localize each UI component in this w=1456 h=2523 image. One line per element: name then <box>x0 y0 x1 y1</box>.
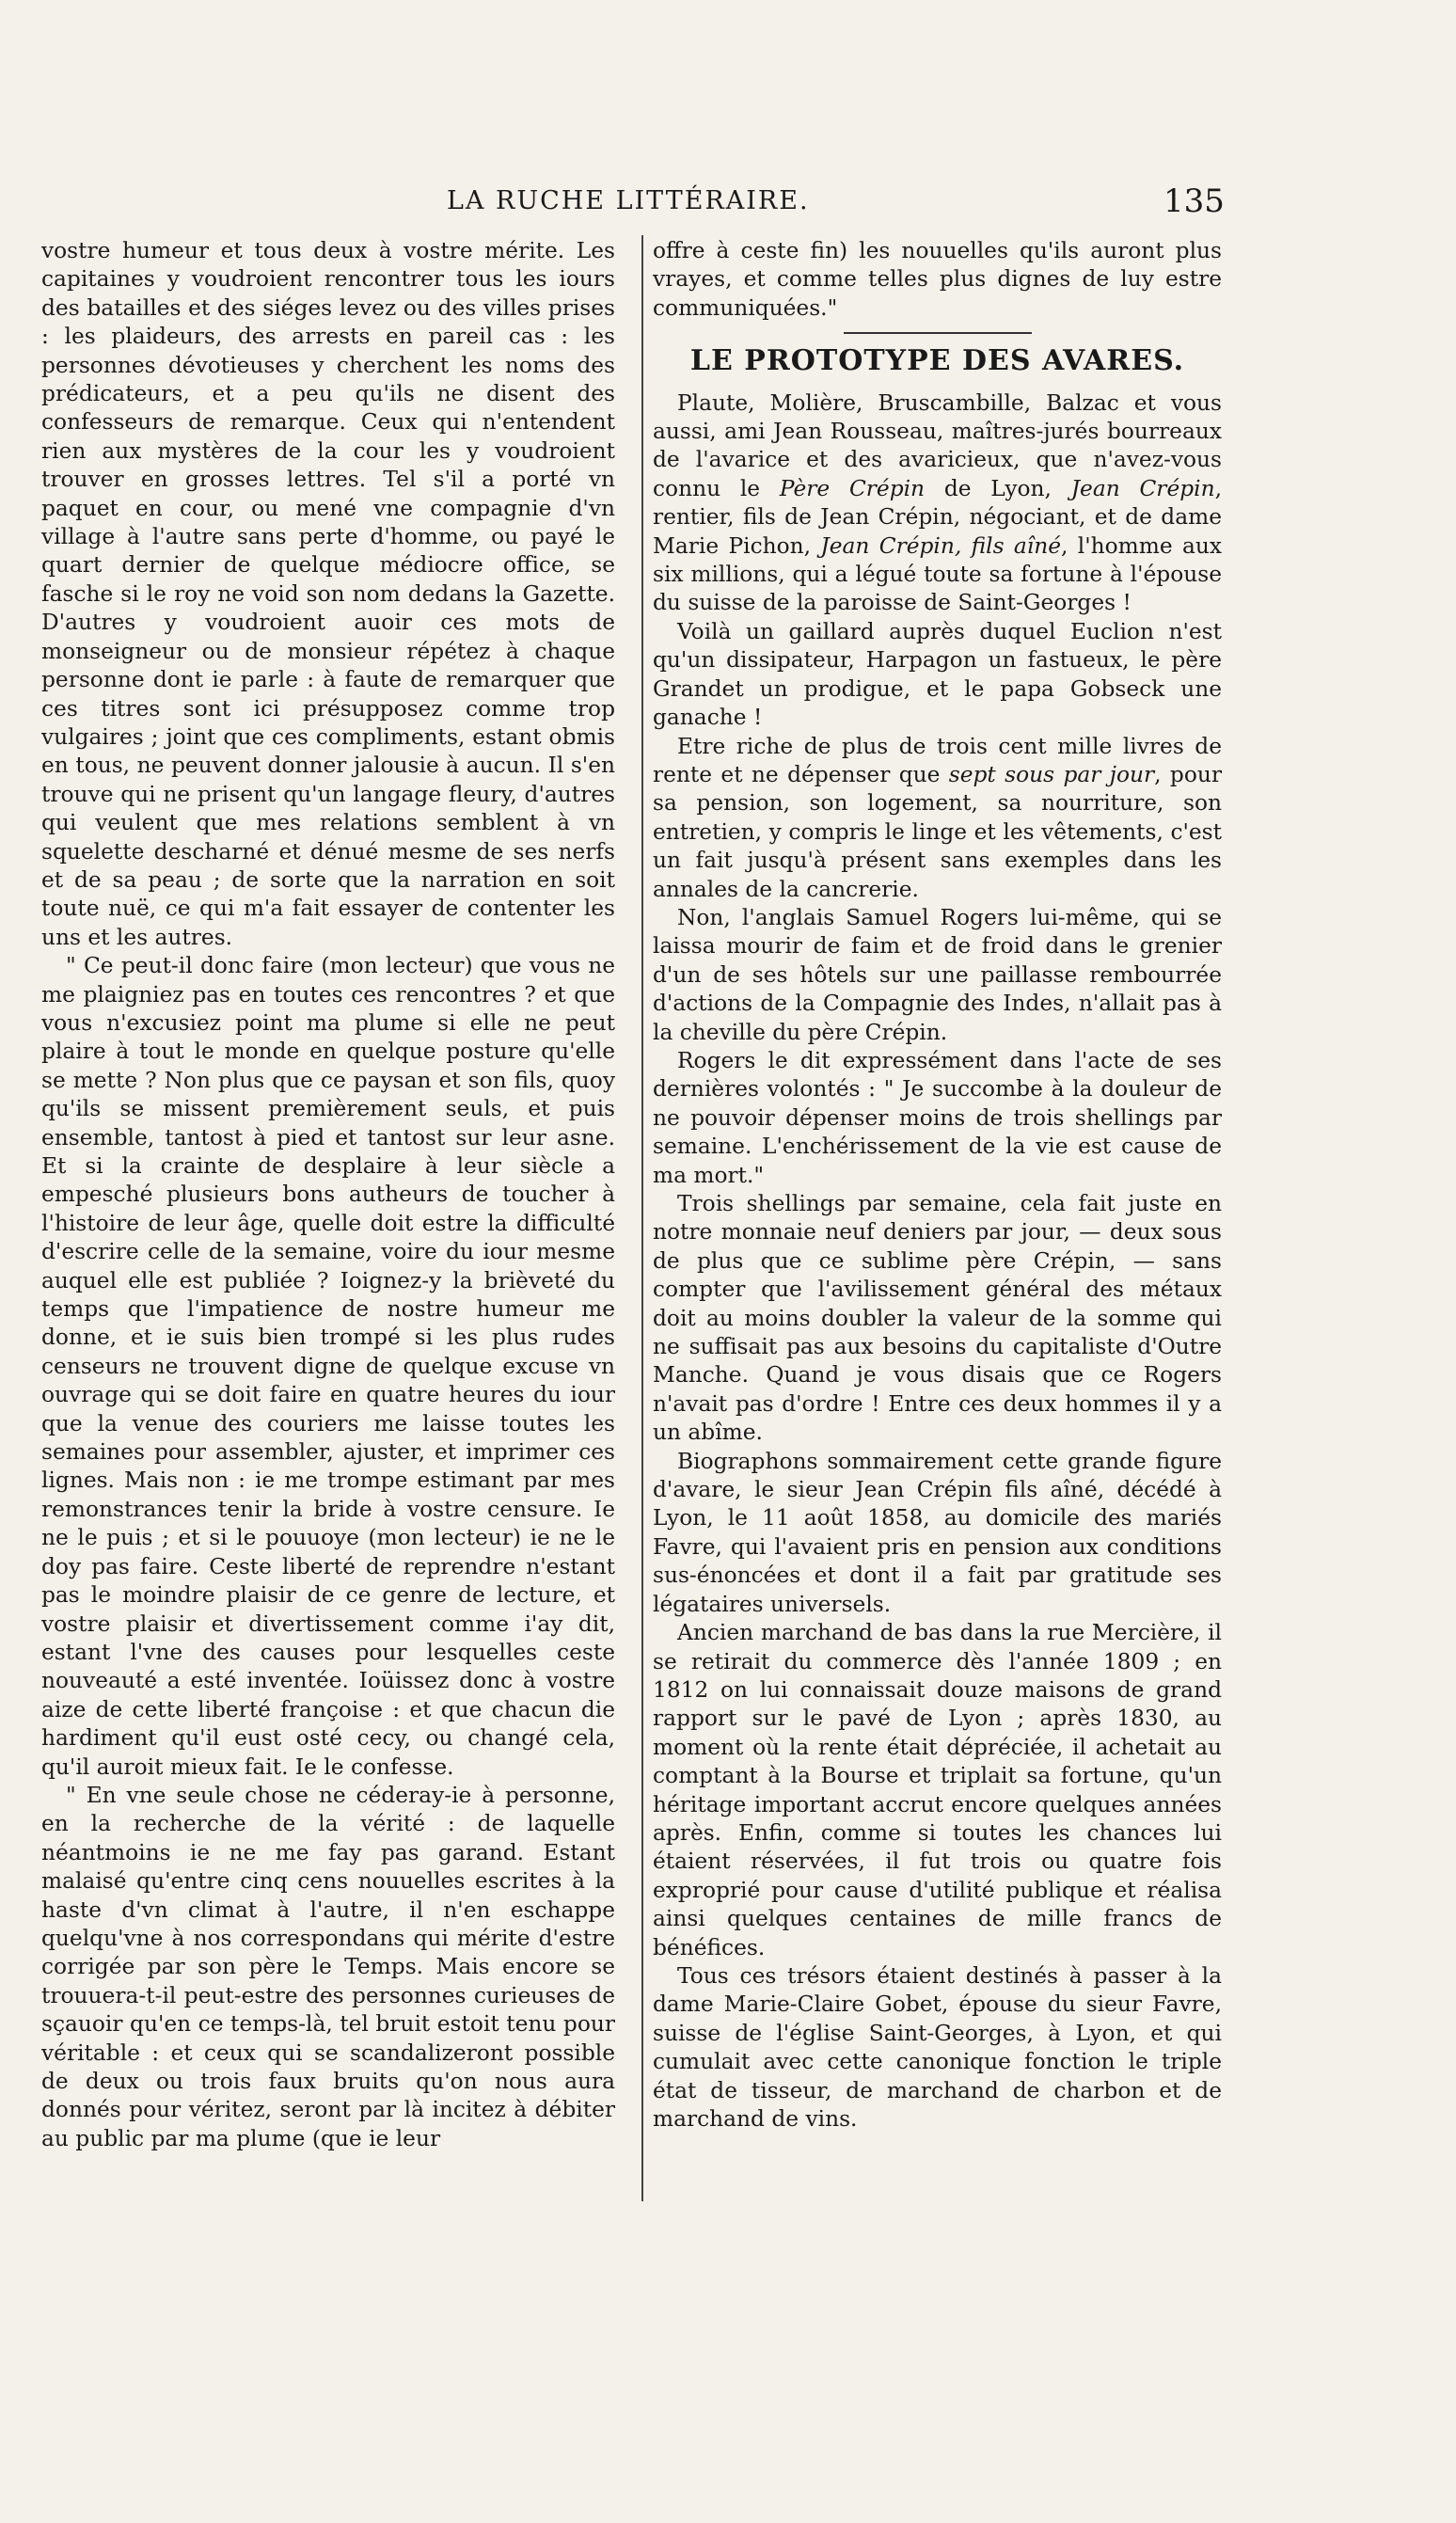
page-header <box>0 182 1456 224</box>
paragraph-text: Biographons sommairement cette grande figure d'avare, le sieur Jean Crépin fils aîné, décédé à Lyon, le 11 août 1858, au domicile des mariés Favre, qui l'avaient pris en pension aux conditions sus-énoncées et dont il a fait par gratitude ses légataires universels. <box>653 1448 1222 1617</box>
section-divider <box>844 332 1032 334</box>
italic-text: Jean Crépin <box>1070 475 1215 501</box>
paragraph-text: Voilà un gaillard auprès duquel Euclion n'est qu'un dissipateur, Harpagon un fastueux, le père Grandet un prodigue, et le papa Gobseck une ganache ! <box>653 618 1222 731</box>
paragraph-text: , pour sa pension, son logement, sa nourriture, son entretien, y compris le linge et les vêtements, c'est un fait jusqu'à présent sans exemples dans les annales de la cancrerie. <box>653 761 1222 902</box>
intro-paragraph: offre à ceste fin) les nouuelles qu'ils auront plus vrayes, et comme telles plus dignes de luy estre communiquées." <box>653 238 1222 321</box>
paragraph-text: Ancien marchand de bas dans la rue Mercière, il se retirait du commerce dès l'année 1809 ; en 1812 on lui connaissait douze maisons de grand rapport sur le pavé de Lyon ; après 1830, au moment où la rente était dépréciée, il achetait au comptant à la Bourse et triplait sa fortune, qu'un héritage important accrut encore quelques années après. Enfin, comme si toutes les chances lui étaient réservées, il fut trois ou quatre fois exproprié pour cause d'utilité publique et réalisa ainsi quelques centaines de mille francs de bénéfices. <box>653 1620 1222 1960</box>
paragraph-text: Plaute, Molière, Bruscambille, Balzac et vous aussi, ami Jean Rousseau, maîtres-jurés bourreaux de l'avarice et des avaricieux, que n'avez-vous connu le <box>653 389 1222 501</box>
paragraph-text: de Lyon, <box>925 475 1071 501</box>
left-column <box>41 237 615 2153</box>
article-paragraph <box>653 389 1222 618</box>
paragraph-text: Trois shellings par semaine, cela fait juste en notre monnaie neuf deniers par jour, — deux sous de plus que ce sublime père Crépin, — sans compter que l'avilissement général des métaux doit au moins doubler la valeur de la somme qui ne suffisait pas aux besoins du capitaliste d'Outre Manche. Quand je vous disais que ce Rogers n'avait pas d'ordre ! Entre ces deux hommes il y a un abîme. <box>653 1191 1222 1446</box>
italic-text: Jean Crépin, fils aîné <box>820 532 1062 559</box>
italic-text: Père Crépin <box>779 475 926 501</box>
running-title: LA RUCHE LITTÉRAIRE. <box>447 186 810 215</box>
left-paragraph: vostre humeur et tous deux à vostre mérite. Les capitaines y voudroient rencontrer tous les iours des batailles et des siéges levez ou des villes prises : les plaideurs, des arrests en pareil cas : les personnes dévotieuses y cherchent les noms des prédicateurs, et a peu qu'ils ne disent des confesseurs de remarque. Ceux qui n'entendent rien aux mystères de la cour les y voudroient trouver en grosses lettres. Tel s'il a porté vn paquet en cour, ou mené vne compagnie d'vn village à l'autre sans perte d'homme, ou payé le quart dernier de quelque médiocre office, se fasche si le roy ne void son nom dedans la Gazette. D'autres y voudroient auoir ces mots de monseigneur ou de monsieur répétez à chaque personne dont ie parle : à faute de remarquer que ces titres sont ici présupposez comme trop vulgaires ; joint que ces compliments, estant obmis en tous, ne peuvent donner jalousie à aucun. Il s'en trouve qui ne prisent qu'un langage fleury, d'autres qui veulent que mes relations semblent à vn squelette descharné et dénué mesme de ses nerfs et de sa peau ; de sorte que la narration en soit toute nuë, ce qui m'a fait essayer de contenter les uns et les autres. <box>41 238 615 950</box>
article-paragraph <box>653 733 1222 904</box>
paragraph-text: Non, l'anglais Samuel Rogers lui-même, qui se laissa mourir de faim et de froid dans le grenier d'un de ses hôtels sur une paillasse rembourrée d'actions de la Compagnie des Indes, n'allait pas à la cheville du père Crépin. <box>653 904 1222 1045</box>
left-paragraph: " En vne seule chose ne céderay-ie à personne, en la recherche de la vérité : de laquelle néantmoins ie ne me fay pas garand. Estant malaisé qu'entre cinq cens nouuelles escrites à la haste d'vn climat à l'autre, il n'en eschappe quelqu'vne à nos correspondans qui mérite d'estre corrigée par son père le Temps. Mais encore se trouuera-t-il peut-estre des personnes curieuses de sçauoir qu'en ce temps-là, tel bruit estoit tenu pour véritable : et ceux qui se scandalizeront possible de deux ou trois faux bruits qu'on nous aura donnés pour véritez, seront par là incitez à débiter au public par ma plume (que ie leur <box>41 1782 615 2151</box>
article-paragraph <box>653 618 1222 733</box>
paragraph-text: , l'homme aux six millions, qui a légué toute sa fortune à l'épouse du suisse de la paroisse de Saint-Georges ! <box>653 532 1222 616</box>
page-number: 135 <box>1163 182 1225 220</box>
paragraph-text: , rentier, fils de Jean Crépin, négociant, et de dame Marie Pichon, <box>653 475 1223 559</box>
paragraph-text: Tous ces trésors étaient destinés à passer à la dame Marie-Claire Gobet, épouse du sieur Favre, suisse de l'église Saint-Georges, à Lyon, et qui cumulait avec cette canonique fonction le triple état de tisseur, de marchand de charbon et de marchand de vins. <box>653 1962 1222 2132</box>
left-paragraph: " Ce peut-il donc faire (mon lecteur) que vous ne me plaigniez pas en toutes ces rencontres ? et que vous n'excusiez point ma plume si elle ne peut plaire à tout le monde en quelque posture qu'elle se mette ? Non plus que ce paysan et son fils, quoy qu'ils se missent premièrement seuls, et puis ensemble, tantost à pied et tantost sur leur asne. Et si la crainte de desplaire à leur siècle a empesché plusieurs bons autheurs de toucher à l'histoire de leur âge, quelle doit estre la difficulté d'escrire celle de la semaine, voire du iour mesme auquel elle est publiée ? Ioignez-y la brièveté du temps que l'impatience de nostre humeur me donne, et ie suis bien trompé si les plus rudes censeurs ne trouvent digne de quelque excuse vn ouvrage qui se doit faire en quatre heures du iour que la venue des couriers me laisse toutes les semaines pour assembler, ajuster, et imprimer ces lignes. Mais non : ie me trompe estimant par mes remonstrances tenir la bride à vostre censure. Ie ne le puis ; et si le pouuoye (mon lecteur) ie ne le doy pas faire. Ceste liberté de reprendre n'estant pas le moindre plaisir de ce genre de lecture, et vostre plaisir et divertissement comme i'ay dit, estant l'vne des causes pour lesquelles ceste nouveauté a esté inventée. Ioüissez donc à vostre aize de cette liberté françoise : et que chacun die hardiment qu'il eust osté cecy, ou changé cela, qu'il auroit mieux fait. Ie le confesse. <box>41 953 615 1780</box>
right-column <box>653 237 1222 2134</box>
article-body <box>653 389 1222 2134</box>
paragraph-text: Etre riche de plus de trois cent mille livres de rente et ne dépenser que <box>653 733 1222 787</box>
italic-text: sept sous par jour <box>948 761 1155 787</box>
section-title: LE PROTOTYPE DES AVARES. <box>689 344 1185 378</box>
article-paragraph <box>653 1047 1222 1190</box>
article-paragraph <box>653 1190 1222 1448</box>
article-paragraph <box>653 904 1222 1047</box>
article-paragraph <box>653 1619 1222 1962</box>
column-divider <box>641 235 643 2201</box>
paragraph-text: Rogers le dit expressément dans l'acte de ses dernières volontés : " Je succombe à la douleur de ne pouvoir dépenser moins de trois shellings par semaine. L'enchérissement de la vie est cause de ma mort." <box>653 1047 1222 1188</box>
article-paragraph <box>653 1962 1222 2134</box>
article-paragraph <box>653 1448 1222 1619</box>
